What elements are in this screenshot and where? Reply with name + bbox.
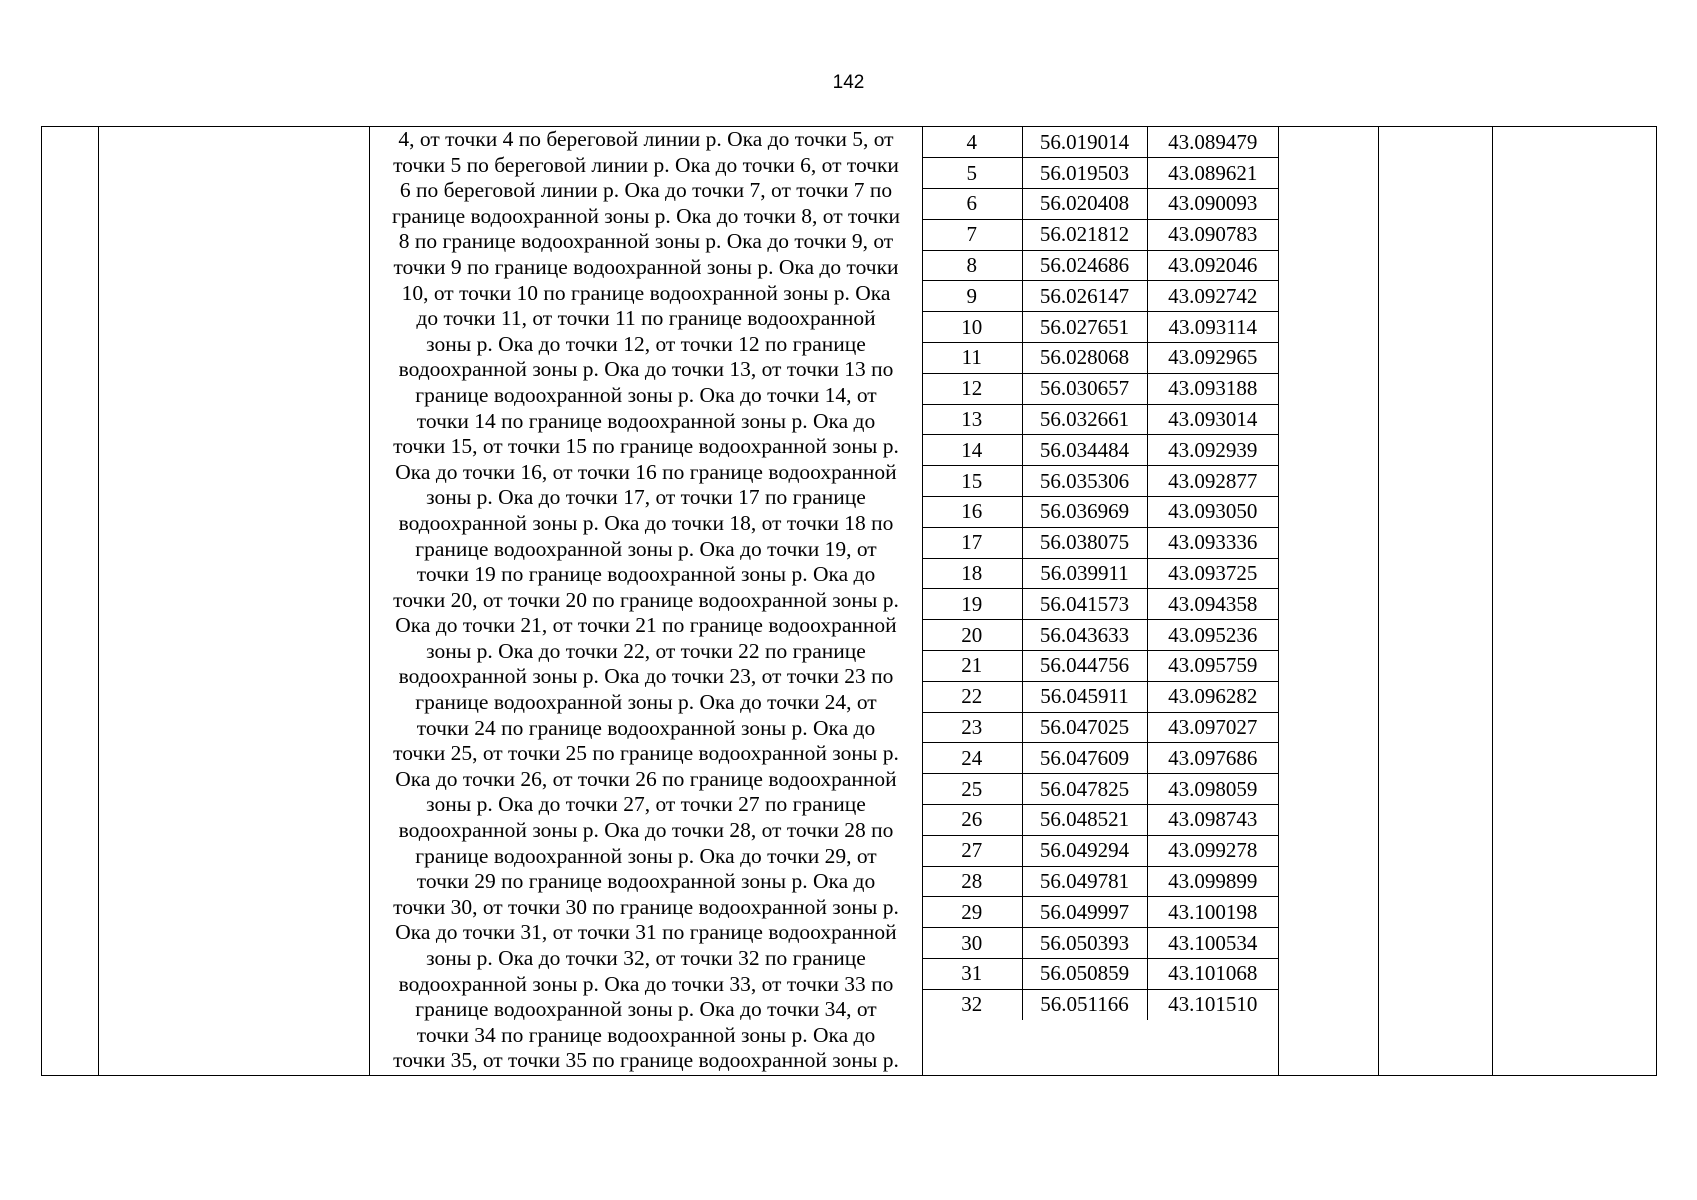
latitude-cell: 56.021812 [1022, 219, 1147, 250]
longitude-cell: 43.095236 [1147, 620, 1278, 651]
description-line: границе водоохранной зоны р. Ока до точки 29, от [415, 843, 877, 868]
column-divider [1278, 127, 1279, 1075]
description-line: Ока до точки 26, от точки 26 по границе водоохранной [395, 766, 897, 791]
latitude-cell: 56.043633 [1022, 620, 1147, 651]
description-line: границе водоохранной зоны р. Ока до точки 8, от точки [391, 203, 901, 228]
longitude-cell: 43.100534 [1147, 928, 1278, 959]
latitude-cell: 56.039911 [1022, 558, 1147, 589]
latitude-cell: 56.049781 [1022, 866, 1147, 897]
point-number-cell: 25 [922, 774, 1022, 805]
point-number-cell: 15 [922, 466, 1022, 497]
description-line: Ока до точки 16, от точки 16 по границе водоохранной [395, 459, 897, 484]
longitude-cell: 43.092742 [1147, 281, 1278, 312]
latitude-cell: 56.044756 [1022, 651, 1147, 682]
table-row [922, 989, 1278, 1020]
description-line: 10, от точки 10 по границе водоохранной зоны р. Ока [401, 280, 891, 305]
point-number-cell: 19 [922, 589, 1022, 620]
latitude-cell: 56.041573 [1022, 589, 1147, 620]
latitude-cell: 56.036969 [1022, 497, 1147, 528]
point-number-cell: 32 [922, 989, 1022, 1020]
table-row [922, 897, 1278, 928]
boundary-table [41, 126, 1657, 1076]
longitude-cell: 43.098743 [1147, 805, 1278, 836]
table-row [922, 651, 1278, 682]
description-line: границе водоохранной зоны р. Ока до точки 24, от [415, 690, 877, 715]
table-row [922, 743, 1278, 774]
latitude-cell: 56.020408 [1022, 189, 1147, 220]
description-line: зоны р. Ока до точки 12, от точки 12 по границе [426, 331, 866, 356]
longitude-cell: 43.101510 [1147, 989, 1278, 1020]
table-row [922, 959, 1278, 990]
latitude-cell: 56.035306 [1022, 466, 1147, 497]
latitude-cell: 56.030657 [1022, 373, 1147, 404]
point-number-cell: 23 [922, 712, 1022, 743]
longitude-cell: 43.093336 [1147, 527, 1278, 558]
latitude-cell: 56.047025 [1022, 712, 1147, 743]
table-row [922, 774, 1278, 805]
point-number-cell: 30 [922, 928, 1022, 959]
latitude-cell: 56.026147 [1022, 281, 1147, 312]
latitude-cell: 56.038075 [1022, 527, 1147, 558]
longitude-cell: 43.089479 [1147, 127, 1278, 158]
longitude-cell: 43.093725 [1147, 558, 1278, 589]
point-number-cell: 4 [922, 127, 1022, 158]
latitude-cell: 56.047609 [1022, 743, 1147, 774]
latitude-cell: 56.050859 [1022, 959, 1147, 990]
description-line: до точки 11, от точки 11 по границе водоохранной [416, 306, 876, 331]
description-line: точки 20, от точки 20 по границе водоохранной зоны р. [393, 587, 899, 612]
description-line: точки 35, от точки 35 по границе водоохранной зоны р. [393, 1048, 899, 1073]
latitude-cell: 56.051166 [1022, 989, 1147, 1020]
point-number-cell: 9 [922, 281, 1022, 312]
latitude-cell: 56.048521 [1022, 805, 1147, 836]
table-row [922, 712, 1278, 743]
longitude-cell: 43.092939 [1147, 435, 1278, 466]
table-row [922, 527, 1278, 558]
point-number-cell: 7 [922, 219, 1022, 250]
table-row [922, 158, 1278, 189]
latitude-cell: 56.034484 [1022, 435, 1147, 466]
description-line: границе водоохранной зоны р. Ока до точки 14, от [415, 382, 877, 407]
table-row [922, 281, 1278, 312]
latitude-cell: 56.027651 [1022, 312, 1147, 343]
longitude-cell: 43.099899 [1147, 866, 1278, 897]
longitude-cell: 43.092046 [1147, 250, 1278, 281]
longitude-cell: 43.098059 [1147, 774, 1278, 805]
table-row [922, 866, 1278, 897]
latitude-cell: 56.050393 [1022, 928, 1147, 959]
point-number-cell: 11 [922, 343, 1022, 374]
longitude-cell: 43.092877 [1147, 466, 1278, 497]
point-number-cell: 24 [922, 743, 1022, 774]
point-number-cell: 10 [922, 312, 1022, 343]
page-number: 142 [832, 72, 865, 93]
point-number-cell: 16 [922, 497, 1022, 528]
table-row [922, 835, 1278, 866]
description-line: точки 9 по границе водоохранной зоны р. Ока до точки [393, 254, 899, 279]
point-number-cell: 12 [922, 373, 1022, 404]
point-number-cell: 28 [922, 866, 1022, 897]
longitude-cell: 43.090093 [1147, 189, 1278, 220]
description-line: точки 30, от точки 30 по границе водоохранной зоны р. [393, 894, 899, 919]
longitude-cell: 43.097686 [1147, 743, 1278, 774]
column-divider [1378, 127, 1379, 1075]
table-row [922, 620, 1278, 651]
longitude-cell: 43.101068 [1147, 959, 1278, 990]
description-line: точки 19 по границе водоохранной зоны р. Ока до [416, 562, 876, 587]
table-row [922, 189, 1278, 220]
longitude-cell: 43.092965 [1147, 343, 1278, 374]
description-line: границе водоохранной зоны р. Ока до точки 34, от [415, 997, 877, 1022]
point-number-cell: 21 [922, 651, 1022, 682]
description-line: Ока до точки 21, от точки 21 по границе водоохранной [395, 613, 897, 638]
point-number-cell: 6 [922, 189, 1022, 220]
table-row [922, 589, 1278, 620]
description-line: Ока до точки 31, от точки 31 по границе водоохранной [395, 920, 897, 945]
boundary-description [370, 127, 922, 1077]
table-row [922, 435, 1278, 466]
description-line: 8 по границе водоохранной зоны р. Ока до точки 9, от [398, 229, 894, 254]
description-line: водоохранной зоны р. Ока до точки 18, от точки 18 по [398, 510, 894, 535]
longitude-cell: 43.093114 [1147, 312, 1278, 343]
longitude-cell: 43.093050 [1147, 497, 1278, 528]
description-line: точки 15, от точки 15 по границе водоохранной зоны р. [393, 434, 899, 459]
point-number-cell: 5 [922, 158, 1022, 189]
latitude-cell: 56.019503 [1022, 158, 1147, 189]
longitude-cell: 43.090783 [1147, 219, 1278, 250]
longitude-cell: 43.095759 [1147, 651, 1278, 682]
column-divider [98, 127, 99, 1075]
table-row [922, 497, 1278, 528]
table-row [922, 343, 1278, 374]
longitude-cell: 43.089621 [1147, 158, 1278, 189]
table-row [922, 558, 1278, 589]
table-row [922, 373, 1278, 404]
table-row [922, 404, 1278, 435]
coordinates-table [922, 127, 1278, 1020]
longitude-cell: 43.100198 [1147, 897, 1278, 928]
table-row [922, 219, 1278, 250]
table-row [922, 312, 1278, 343]
point-number-cell: 8 [922, 250, 1022, 281]
point-number-cell: 27 [922, 835, 1022, 866]
latitude-cell: 56.049294 [1022, 835, 1147, 866]
latitude-cell: 56.019014 [1022, 127, 1147, 158]
point-number-cell: 14 [922, 435, 1022, 466]
description-line: водоохранной зоны р. Ока до точки 23, от точки 23 по [398, 664, 894, 689]
point-number-cell: 18 [922, 558, 1022, 589]
point-number-cell: 26 [922, 805, 1022, 836]
point-number-cell: 29 [922, 897, 1022, 928]
latitude-cell: 56.028068 [1022, 343, 1147, 374]
table-row [922, 127, 1278, 158]
latitude-cell: 56.024686 [1022, 250, 1147, 281]
point-number-cell: 31 [922, 959, 1022, 990]
longitude-cell: 43.093014 [1147, 404, 1278, 435]
description-line: зоны р. Ока до точки 22, от точки 22 по границе [426, 638, 866, 663]
latitude-cell: 56.045911 [1022, 681, 1147, 712]
description-line: точки 34 по границе водоохранной зоны р. Ока до [416, 1022, 876, 1047]
point-number-cell: 20 [922, 620, 1022, 651]
column-divider [1492, 127, 1493, 1075]
table-row [922, 681, 1278, 712]
longitude-cell: 43.096282 [1147, 681, 1278, 712]
description-line: водоохранной зоны р. Ока до точки 13, от точки 13 по [398, 357, 894, 382]
point-number-cell: 17 [922, 527, 1022, 558]
description-line: зоны р. Ока до точки 32, от точки 32 по границе [426, 946, 866, 970]
table-row [922, 928, 1278, 959]
description-line: точки 29 по границе водоохранной зоны р. Ока до [416, 869, 876, 894]
point-number-cell: 13 [922, 404, 1022, 435]
longitude-cell: 43.099278 [1147, 835, 1278, 866]
latitude-cell: 56.047825 [1022, 774, 1147, 805]
longitude-cell: 43.094358 [1147, 589, 1278, 620]
longitude-cell: 43.093188 [1147, 373, 1278, 404]
table-row [922, 250, 1278, 281]
point-number-cell: 22 [922, 681, 1022, 712]
description-line: точки 5 по береговой линии р. Ока до точки 6, от точки [393, 152, 899, 177]
latitude-cell: 56.049997 [1022, 897, 1147, 928]
table-row [922, 805, 1278, 836]
description-line: водоохранной зоны р. Ока до точки 28, от точки 28 по [398, 818, 894, 843]
description-line: зоны р. Ока до точки 17, от точки 17 по границе [426, 485, 866, 510]
description-line: 6 по береговой линии р. Ока до точки 7, от точки 7 по [399, 178, 893, 203]
description-line: 4, от точки 4 по береговой линии р. Ока до точки 5, от [398, 127, 894, 151]
description-line: зоны р. Ока до точки 27, от точки 27 по границе [426, 792, 866, 817]
longitude-cell: 43.097027 [1147, 712, 1278, 743]
table-row [922, 466, 1278, 497]
description-line: границе водоохранной зоны р. Ока до точки 19, от [415, 536, 877, 561]
description-line: точки 24 по границе водоохранной зоны р. Ока до [416, 715, 876, 740]
description-line: точки 25, от точки 25 по границе водоохранной зоны р. [393, 741, 899, 766]
description-line: водоохранной зоны р. Ока до точки 33, от точки 33 по [398, 971, 894, 996]
description-line: точки 14 по границе водоохранной зоны р. Ока до [416, 408, 876, 433]
latitude-cell: 56.032661 [1022, 404, 1147, 435]
